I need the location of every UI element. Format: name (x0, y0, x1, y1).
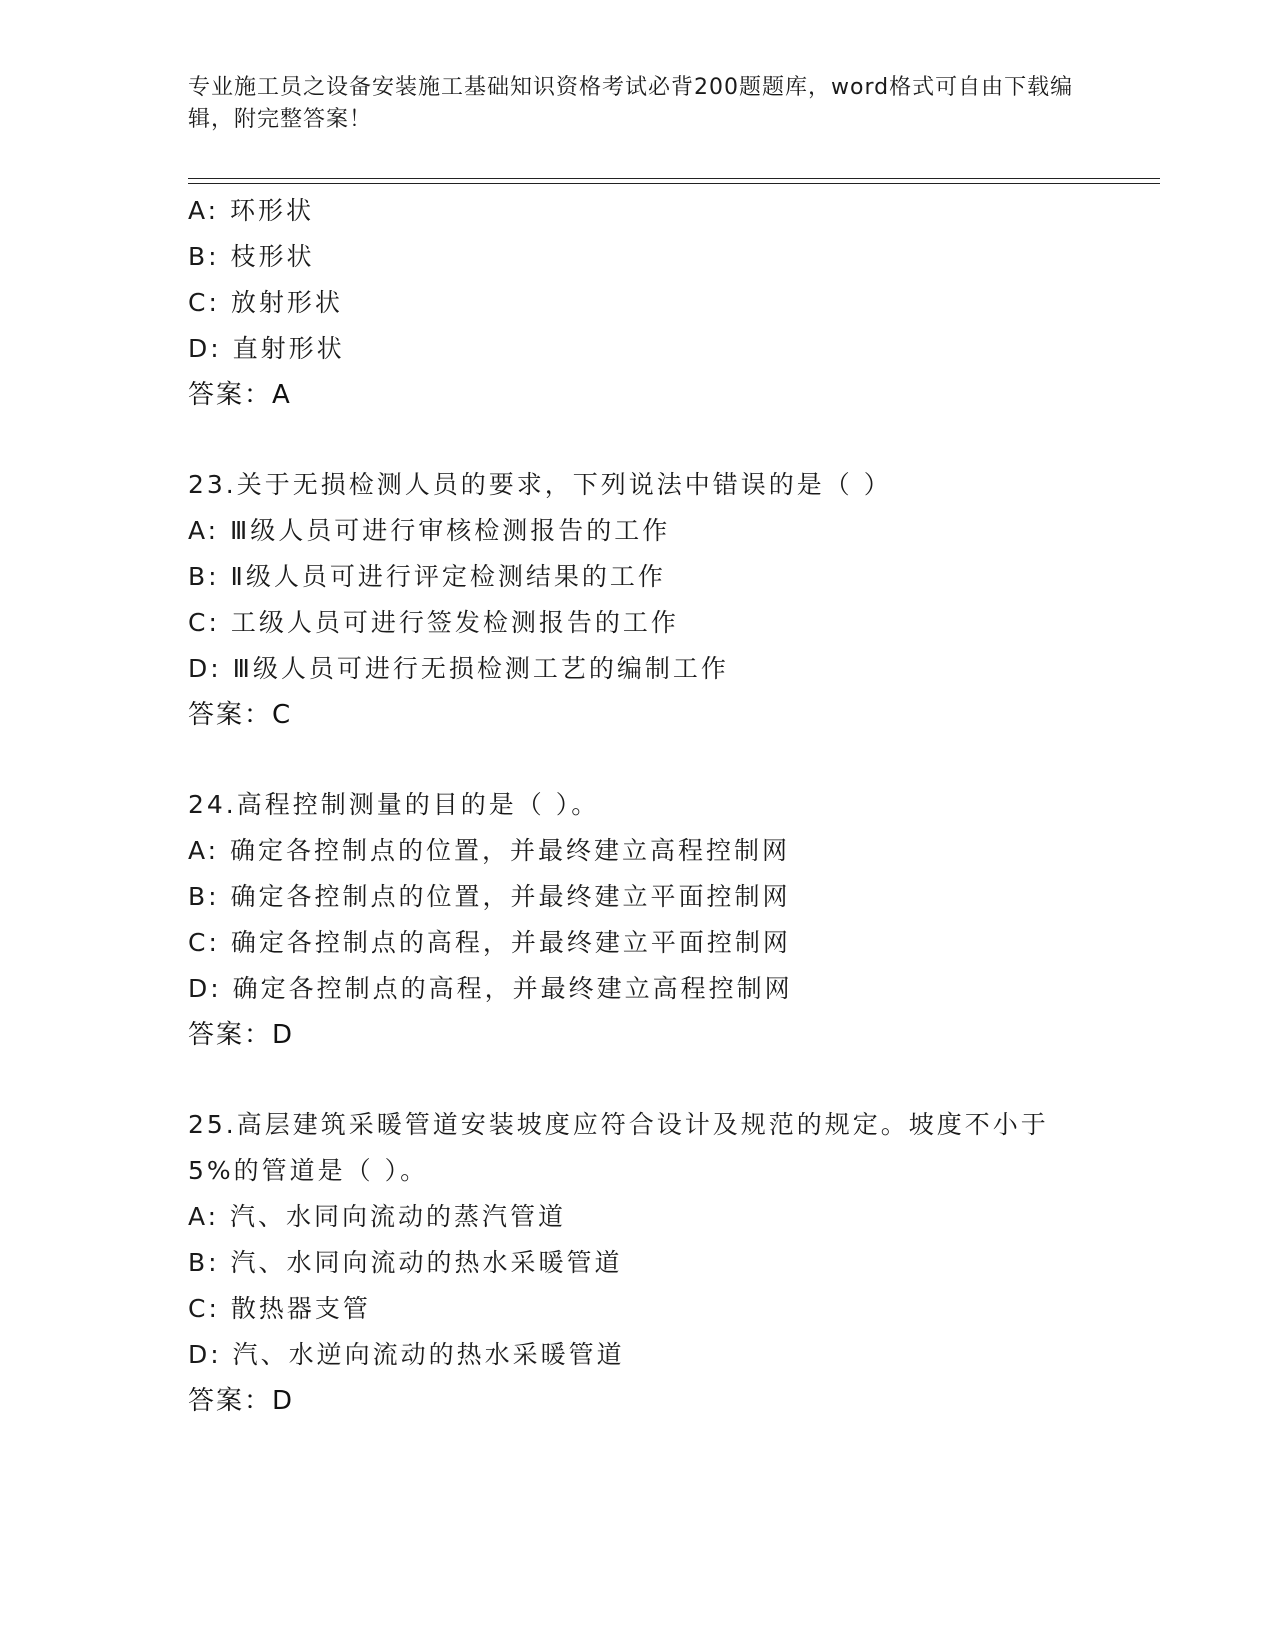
option-c: C: 确定各控制点的高程，并最终建立平面控制网 (188, 928, 791, 957)
question-text: 23.关于无损检测人员的要求，下列说法中错误的是（ ） (188, 470, 892, 499)
option-c: C: 工级人员可进行签发检测报告的工作 (188, 608, 679, 637)
option-c: C: 放射形状 (188, 288, 343, 317)
option-d: D: 直射形状 (188, 334, 345, 363)
question-block-23 (188, 462, 1128, 738)
option-c: C: 散热器支管 (188, 1294, 371, 1323)
option-d: D: 确定各控制点的高程，并最终建立高程控制网 (188, 974, 793, 1003)
option-a: A: 环形状 (188, 196, 315, 225)
option-a: A: 汽、水同向流动的蒸汽管道 (188, 1202, 567, 1231)
answer-line: 答案：D (188, 1386, 295, 1416)
option-b: B: 枝形状 (188, 242, 315, 271)
question-list (188, 188, 1128, 1468)
question-block-24 (188, 782, 1128, 1058)
document-header: 专业施工员之设备安装施工基础知识资格考试必背200题题库，word格式可自由下载编辑，附完整答案！ (188, 75, 1074, 132)
answer-line: 答案：D (188, 1020, 295, 1050)
question-block-22 (188, 188, 1128, 418)
option-b: B: 确定各控制点的位置，并最终建立平面控制网 (188, 882, 791, 911)
header-divider-top (188, 178, 1160, 179)
option-d: D: Ⅲ级人员可进行无损检测工艺的编制工作 (188, 654, 729, 683)
answer-line: 答案：A (188, 380, 292, 410)
option-b: B: Ⅱ级人员可进行评定检测结果的工作 (188, 562, 666, 591)
answer-line: 答案：C (188, 700, 293, 730)
question-block-25 (188, 1102, 1128, 1424)
option-a: A: 确定各控制点的位置，并最终建立高程控制网 (188, 836, 791, 865)
question-text: 25.高层建筑采暖管道安装坡度应符合设计及规范的规定。坡度不小于5%的管道是（ ）。 (188, 1110, 1049, 1185)
option-d: D: 汽、水逆向流动的热水采暖管道 (188, 1340, 625, 1369)
option-a: A: Ⅲ级人员可进行审核检测报告的工作 (188, 516, 671, 545)
header-divider-bottom (188, 183, 1160, 184)
question-text: 24.高程控制测量的目的是（ ）。 (188, 790, 600, 819)
option-b: B: 汽、水同向流动的热水采暖管道 (188, 1248, 623, 1277)
